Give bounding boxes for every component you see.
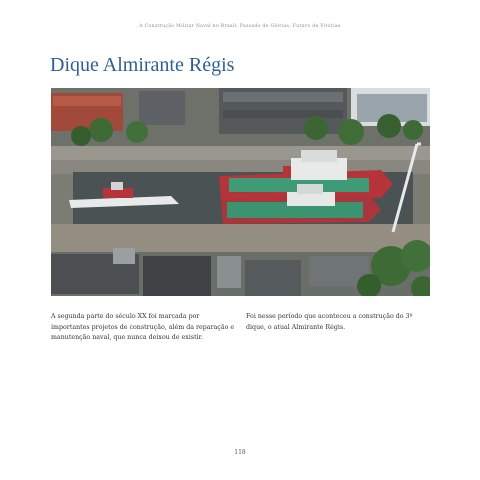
page-title: Dique Almirante Régis [50,54,235,76]
drydock-aerial-photo [51,88,430,296]
body-paragraph-left: A segunda parte do século XX foi marcada por importantes projetos de construção, além da reparação e manutenção naval, que nunca deixou de existir. [51,313,235,341]
body-paragraph-right: Foi nesse período que aconteceu a construção do 3º dique, o atual Almirante Régis. [246,313,413,331]
page-number: 118 [234,449,246,456]
running-head: A Construção Militar Naval no Brasil: Passado de Glórias, Futuro de Vitórias [139,24,341,29]
photo-illustration [51,88,430,296]
